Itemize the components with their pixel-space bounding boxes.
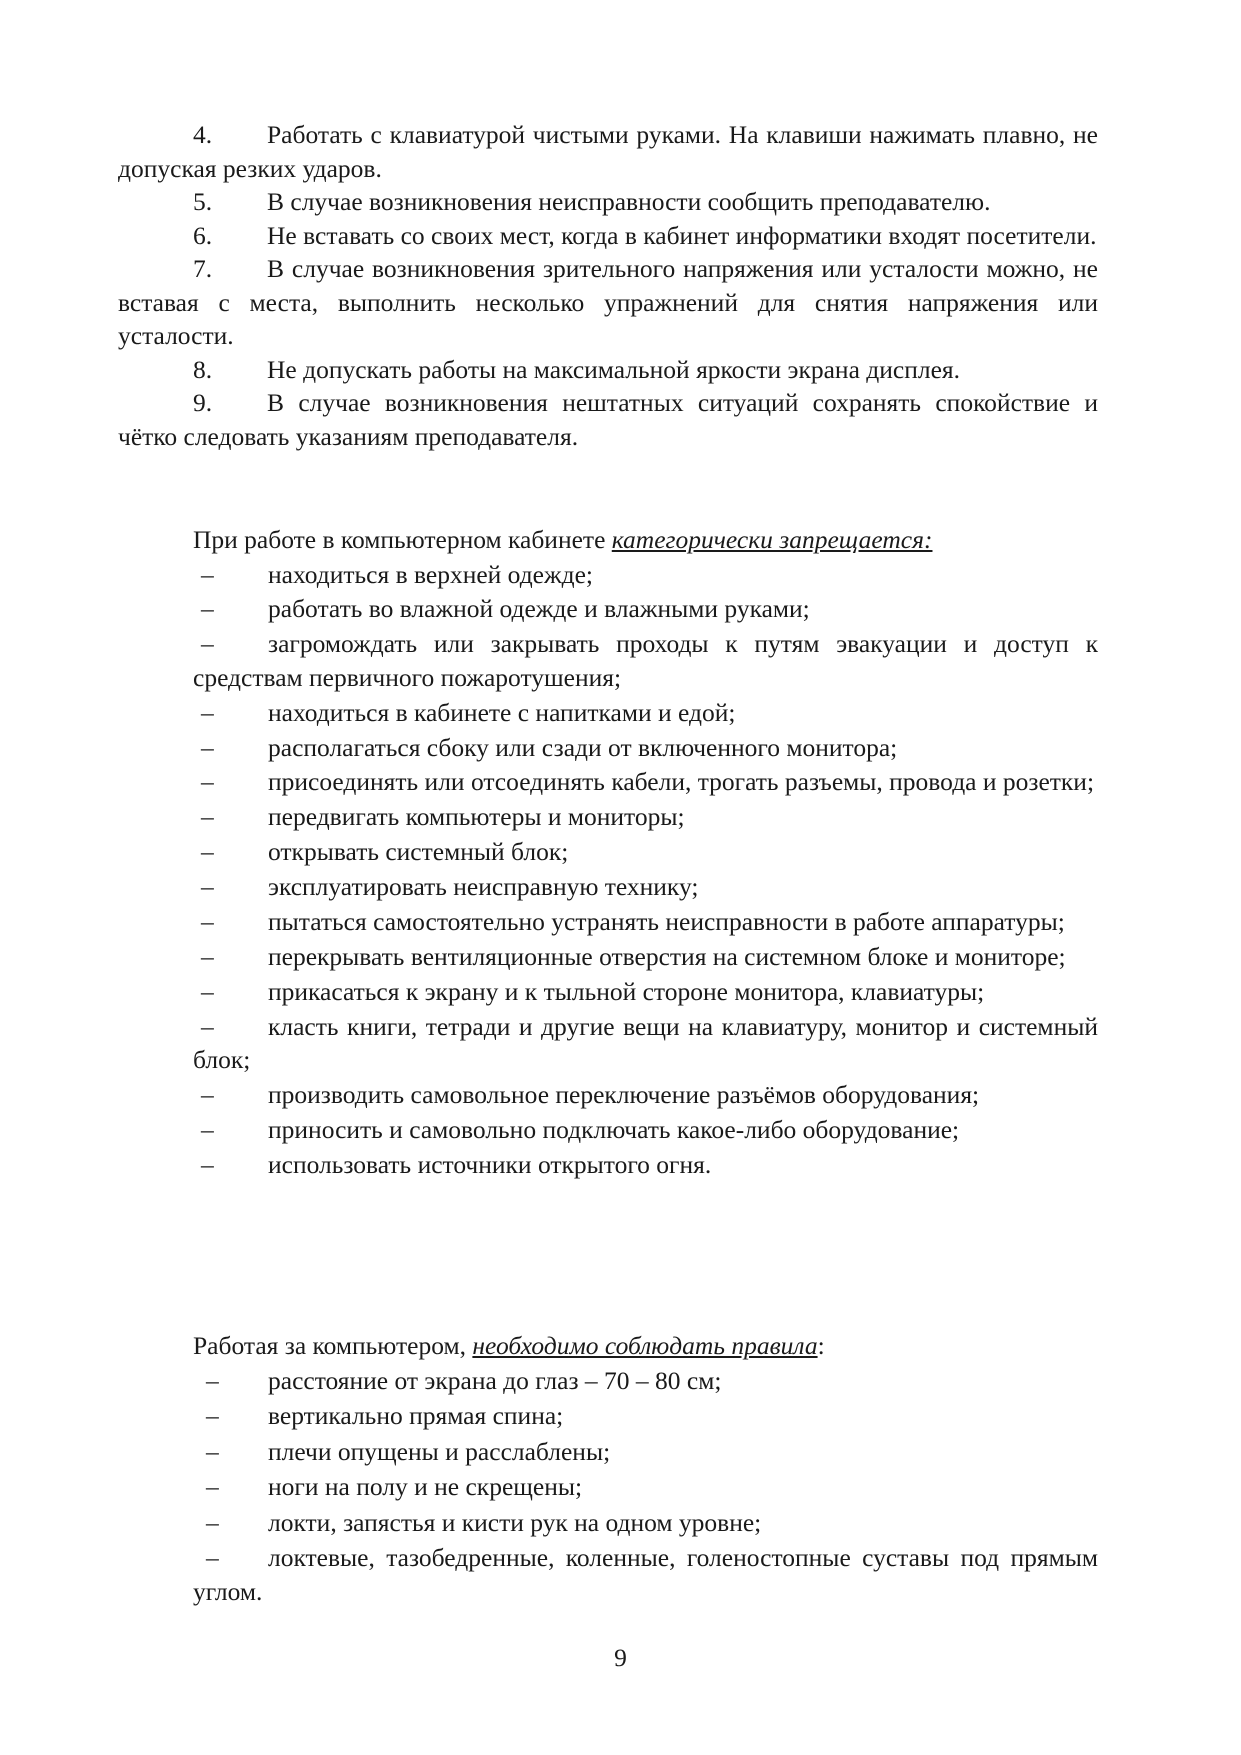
dash-bullet: – [201, 872, 214, 902]
item-text: В случае возникновения неисправности сообщить преподавателю. [267, 187, 991, 216]
prohibited-item-text: открывать системный блок; [268, 837, 569, 867]
prohibited-item [193, 731, 1098, 765]
prohibited-item [193, 1078, 1098, 1112]
rules-item-text: плечи опущены и расслаблены; [268, 1436, 611, 1466]
prohibited-item [193, 627, 1098, 694]
prohibited-intro [193, 523, 1098, 557]
dash-bullet: – [201, 732, 214, 762]
item-number: 4. [193, 120, 213, 149]
prohibited-item-text: приносить и самовольно подключать какое-либо оборудование; [268, 1114, 960, 1144]
prohibited-item [193, 800, 1098, 834]
prohibited-item-text: загромождать или закрывать проходы к путям эвакуации и доступ к средствам первичного пожаротушения; [193, 629, 1098, 692]
prohibited-emphasis: категорически запрещается: [611, 525, 933, 554]
rules-item [193, 1364, 1098, 1398]
item-number: 5. [193, 187, 213, 216]
dash-bullet: – [206, 1472, 219, 1501]
prohibited-item [193, 1113, 1098, 1147]
rules-item-text: расстояние от экрана до глаз – 70 – 80 см; [268, 1365, 722, 1395]
rules-item [193, 1541, 1098, 1608]
rules-item [193, 1506, 1098, 1540]
numbered-item-4 [118, 118, 1098, 185]
numbered-item-8 [118, 353, 1098, 387]
prohibited-item-text: производить самовольное переключение разъёмов оборудования; [268, 1080, 980, 1110]
prohibited-item [193, 870, 1098, 904]
prohibited-item-text: работать во влажной одежде и влажными руками; [268, 594, 810, 624]
prohibited-item-text: эксплуатировать неисправную технику; [268, 872, 699, 902]
prohibited-intro-text: При работе в компьютерном кабинете [193, 525, 612, 554]
prohibited-item [193, 696, 1098, 730]
prohibited-item-text: располагаться сбоку или сзади от включенного монитора; [268, 732, 898, 762]
rules-item-text: локти, запястья и кисти рук на одном уровне; [268, 1507, 762, 1537]
dash-bullet: – [201, 802, 214, 832]
numbered-item-6 [118, 219, 1098, 253]
dash-bullet: – [201, 1011, 214, 1041]
rules-item-text: ноги на полу и не скрещены; [268, 1472, 583, 1501]
prohibited-item [193, 975, 1098, 1009]
dash-bullet: – [201, 629, 214, 659]
numbered-item-7 [118, 252, 1098, 353]
dash-bullet: – [201, 837, 214, 867]
dash-bullet: – [206, 1436, 219, 1466]
dash-bullet: – [201, 594, 214, 624]
rules-item [193, 1399, 1098, 1433]
dash-bullet: – [201, 1080, 214, 1110]
prohibited-item-text: передвигать компьютеры и мониторы; [268, 802, 685, 832]
prohibited-item [193, 592, 1098, 626]
prohibited-item-text: перекрывать вентиляционные отверстия на системном блоке и мониторе; [268, 941, 1066, 971]
numbered-item-9 [118, 386, 1098, 453]
item-text: В случае возникновения нештатных ситуаций сохранять спокойствие и чётко следовать указаниям преподавателя. [118, 388, 1098, 451]
prohibited-item-text: находиться в верхней одежде; [268, 559, 593, 589]
item-number: 7. [193, 254, 213, 283]
prohibited-item [193, 940, 1098, 974]
dash-bullet: – [201, 976, 214, 1006]
numbered-list [118, 118, 1098, 453]
rules-intro-text: Работая за компьютером, [193, 1331, 473, 1360]
prohibited-item-text: класть книги, тетради и другие вещи на клавиатуру, монитор и системный блок; [193, 1011, 1098, 1075]
dash-bullet: – [201, 559, 214, 589]
dash-bullet: – [201, 907, 214, 937]
dash-bullet: – [201, 1114, 214, 1144]
rules-item-text: вертикально прямая спина; [268, 1401, 564, 1430]
item-text: Не допускать работы на максимальной яркости экрана дисплея. [267, 354, 960, 384]
rules-item [193, 1470, 1098, 1504]
prohibited-item [193, 1010, 1098, 1077]
prohibited-section [193, 523, 1098, 1183]
rules-section [193, 1329, 1098, 1610]
rules-list [193, 1364, 1098, 1609]
rules-emphasis: необходимо соблюдать правила [472, 1331, 818, 1360]
prohibited-item-text: прикасаться к экрану и к тыльной стороне монитора, клавиатуры; [268, 976, 985, 1006]
numbered-item-5 [118, 185, 1098, 219]
rules-intro-end: : [817, 1331, 825, 1360]
dash-bullet: – [201, 697, 214, 727]
dash-bullet: – [201, 1149, 214, 1179]
item-text: Не вставать со своих мест, когда в кабинет информатики входят посетители. [267, 220, 1097, 250]
prohibited-item [193, 558, 1098, 592]
rules-item [193, 1435, 1098, 1469]
dash-bullet: – [201, 767, 214, 797]
prohibited-item-text: пытаться самостоятельно устранять неисправности в работе аппаратуры; [268, 907, 1065, 937]
prohibited-item [193, 905, 1098, 939]
rules-intro [193, 1329, 1098, 1363]
item-text: Работать с клавиатурой чистыми руками. На клавиши нажимать плавно, не допуская резких ударов. [118, 120, 1098, 183]
prohibited-item [193, 765, 1098, 799]
prohibited-item-text: находиться в кабинете с напитками и едой; [268, 697, 736, 727]
dash-bullet: – [206, 1401, 219, 1430]
dash-bullet: – [206, 1507, 219, 1537]
item-number: 9. [193, 388, 213, 417]
prohibited-item-text: присоединять или отсоединять кабели, трогать разъемы, провода и розетки; [268, 767, 1095, 797]
item-number: 8. [193, 354, 213, 384]
item-number: 6. [193, 220, 213, 250]
prohibited-item [193, 835, 1098, 869]
prohibited-list [193, 558, 1098, 1182]
dash-bullet: – [206, 1365, 219, 1395]
item-text: В случае возникновения зрительного напряжения или усталости можно, не вставая с места, выполнить несколько упражнений для снятия напряжения или усталости. [118, 254, 1098, 350]
dash-bullet: – [201, 941, 214, 971]
rules-item-text: локтевые, тазобедренные, коленные, голеностопные суставы под прямым углом. [193, 1543, 1098, 1606]
dash-bullet: – [206, 1543, 219, 1572]
prohibited-item [193, 1148, 1098, 1182]
prohibited-item-text: использовать источники открытого огня. [268, 1149, 712, 1179]
page-number: 9 [614, 1643, 627, 1672]
